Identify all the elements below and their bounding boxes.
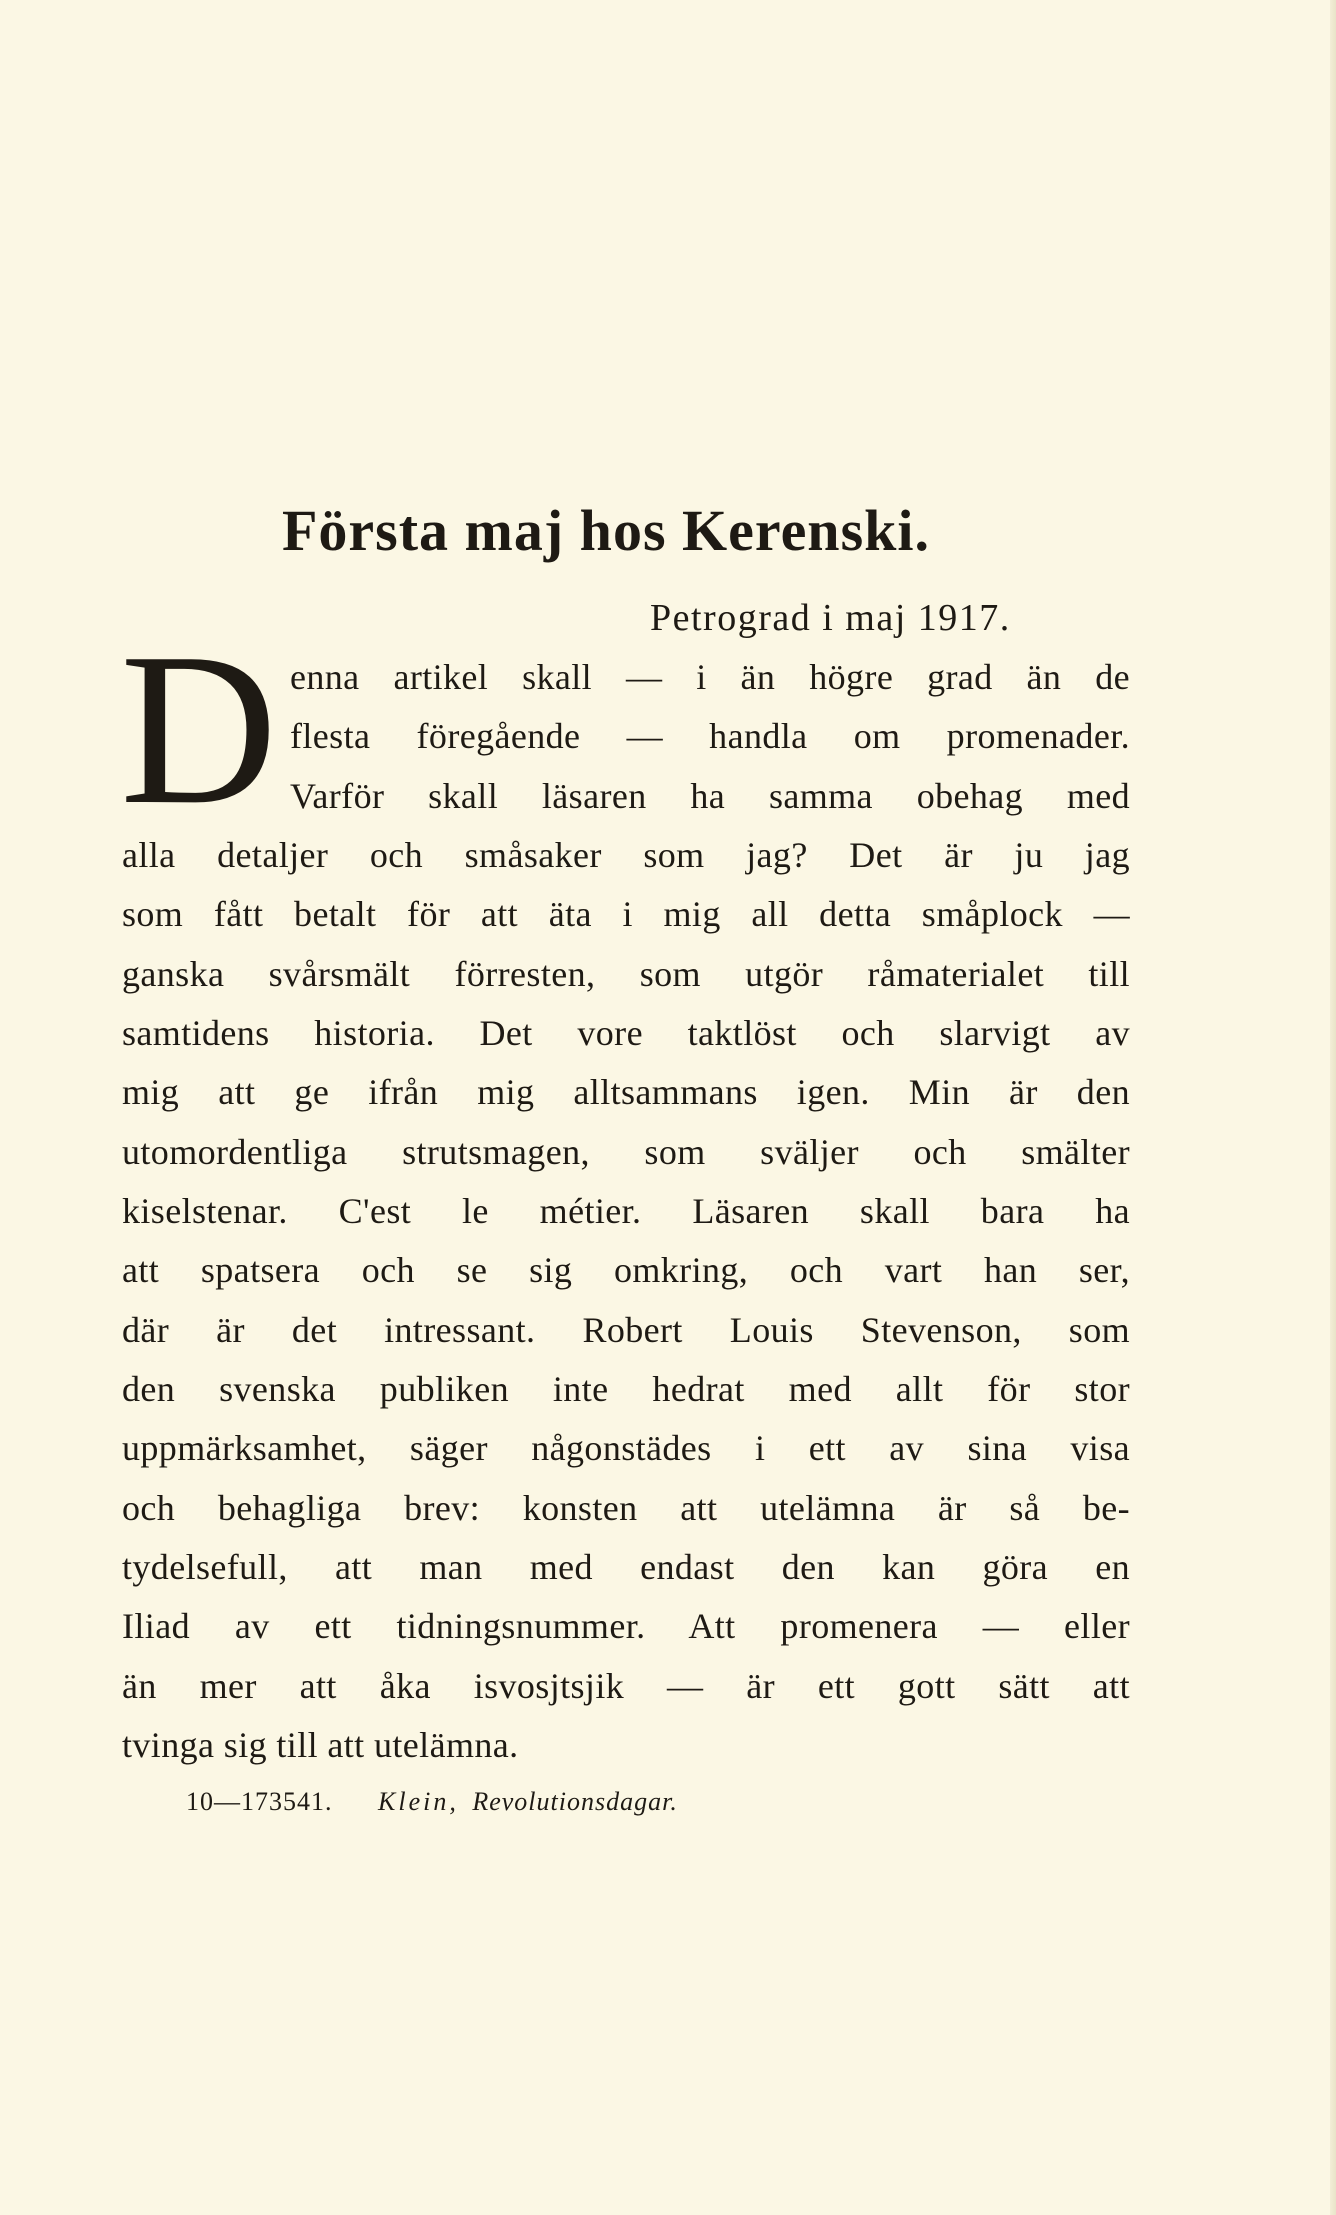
body-line: än mer att åka isvosjtsjik — är ett gott sätt att — [122, 1666, 1130, 1706]
body-line: Iliad av ett tidningsnummer. Att promenera — eller — [122, 1606, 1130, 1646]
footer-author: Klein, — [378, 1787, 459, 1816]
signature-footer — [186, 1782, 678, 1822]
body-line: mig att ge ifrån mig alltsammans igen. Min är den — [122, 1072, 1130, 1112]
body-line: att spatsera och se sig omkring, och vart han ser, — [122, 1250, 1130, 1290]
body-line: utomordentliga strutsmagen, som sväljer och smälter — [122, 1132, 1130, 1172]
body-line: där är det intressant. Robert Louis Stevenson, som — [122, 1310, 1130, 1350]
body-line: den svenska publiken inte hedrat med allt för stor — [122, 1369, 1130, 1409]
body-line: samtidens historia. Det vore taktlöst och slarvigt av — [122, 1013, 1130, 1053]
body-line: flesta föregående — handla om promenader. — [290, 716, 1130, 756]
dateline: Petrograd i maj 1917. — [650, 597, 1011, 639]
printer-signature: 10—173541. — [186, 1787, 333, 1816]
body-line: kiselstenar. C'est le métier. Läsaren skall bara ha — [122, 1191, 1130, 1231]
body-line: enna artikel skall — i än högre grad än de — [290, 657, 1130, 697]
body-line: ganska svårsmält förresten, som utgör råmaterialet till — [122, 954, 1130, 994]
body-line: tvinga sig till att utelämna. — [122, 1725, 519, 1765]
chapter-title: Första maj hos Kerenski. — [282, 498, 931, 563]
body-line: Varför skall läsaren ha samma obehag med — [290, 776, 1130, 816]
body-line: uppmärksamhet, säger någonstädes i ett av sina visa — [122, 1428, 1130, 1468]
body-line: och behagliga brev: konsten att utelämna är så be- — [122, 1488, 1130, 1528]
body-line: alla detaljer och småsaker som jag? Det är ju jag — [122, 835, 1130, 875]
body-line: tydelsefull, att man med endast den kan göra en — [122, 1547, 1130, 1587]
body-line: som fått betalt för att äta i mig all detta småplock — — [122, 894, 1130, 934]
footer-work-title: Revolutionsdagar. — [472, 1787, 678, 1816]
page-edge — [1330, 0, 1336, 2215]
drop-cap: D — [120, 609, 278, 850]
